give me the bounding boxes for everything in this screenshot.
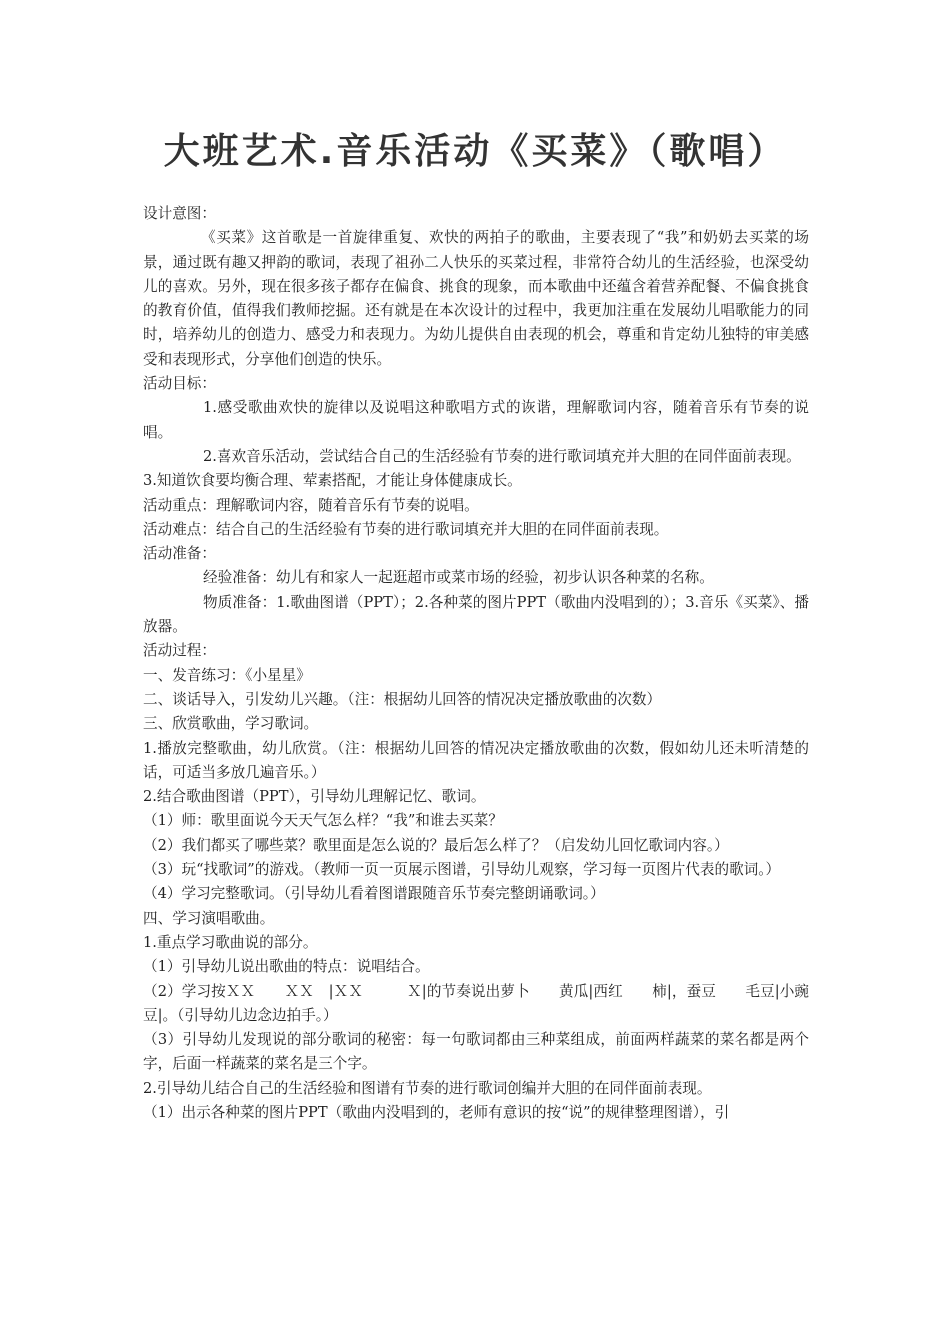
list-item: （2）我们都买了哪些菜？歌里面是怎么说的？最后怎么样了？（启发幼儿回忆歌词内容。） bbox=[143, 836, 729, 854]
document-body bbox=[143, 202, 839, 1125]
section-heading: 活动准备： bbox=[143, 545, 216, 563]
section-heading: 活动目标： bbox=[143, 375, 216, 393]
list-item: 1.播放完整歌曲，幼儿欣赏。（注：根据幼儿回答的情况决定播放歌曲的次数，假如幼儿还未听清楚的话，可适当多放几遍音乐。） bbox=[143, 739, 809, 781]
document-title: 大班艺术.音乐活动《买菜》（歌唱） bbox=[163, 131, 787, 172]
list-item: 3.知道饮食要均衡合理、荤素搭配，才能让身体健康成长。 bbox=[143, 472, 522, 490]
list-item: 2.结合歌曲图谱（PPT），引导幼儿理解记忆、歌词。 bbox=[143, 788, 486, 806]
body-paragraph: 《买菜》这首歌是一首旋律重复、欢快的两拍子的歌曲，主要表现了“我”和奶奶去买菜的场景，通过既有趣又押韵的歌词，表现了祖孙二人快乐的买菜过程，非常符合幼儿的生活经验，也深受幼儿的喜欢。另外，现在很多孩子都存在偏食、挑食的现象，而本歌曲中还蕴含着营养配餐、不偏食挑食的教育价值，值得我们教师挖掘。还有就是在本次设计的过程中，我更加注重在发展幼儿唱歌能力的同时，培养幼儿的创造力、感受力和表现力。为幼儿提供自由表现的机会，尊重和肯定幼儿独特的审美感受和表现形式，分享他们创造的快乐。 bbox=[143, 229, 809, 368]
list-item: 四、学习演唱歌曲。 bbox=[143, 909, 275, 927]
body-paragraph: 物质准备：1.歌曲图谱（PPT）；2.各种菜的图片PPT（歌曲内没唱到的）；3.音乐《买菜》、播放器。 bbox=[143, 593, 809, 636]
list-item: 1.重点学习歌曲说的部分。 bbox=[143, 933, 318, 951]
list-item: （1）出示各种菜的图片PPT（歌曲内没唱到的，老师有意识的按“说”的规律整理图谱），引 bbox=[143, 1103, 730, 1121]
list-item: 二、谈话导入，引发幼儿兴趣。（注：根据幼儿回答的情况决定播放歌曲的次数） bbox=[143, 690, 662, 708]
list-item: （2）学习按ＸＸ ＸＸ |ＸＸ Ｘ|的节奏说出萝卜 黄瓜|西红 柿|，蚕豆 毛豆|小豌 豆|。（引导幼儿边念边拍手。） bbox=[143, 982, 839, 1024]
list-item: 1.感受歌曲欢快的旋律以及说唱这种歌唱方式的诙谐，理解歌词内容，随着音乐有节奏的说唱。 bbox=[143, 399, 809, 441]
section-heading: 活动过程： bbox=[143, 642, 216, 660]
list-item: （1）师：歌里面说今天天气怎么样？“我”和谁去买菜？ bbox=[143, 812, 503, 830]
section-heading: 设计意图： bbox=[143, 205, 216, 222]
list-item: （3）引导幼儿发现说的部分歌词的秘密：每一句歌词都由三种菜组成，前面两样蔬菜的菜名都是两个字，后面一样蔬菜的菜名是三个字。 bbox=[143, 1031, 809, 1073]
body-paragraph: 经验准备：幼儿有和家人一起逛超市或菜市场的经验，初步认识各种菜的名称。 bbox=[203, 569, 714, 587]
list-item: （1）引导幼儿说出歌曲的特点：说唱结合。 bbox=[143, 958, 430, 976]
body-paragraph: 活动重点：理解歌词内容，随着音乐有节奏的说唱。 bbox=[143, 496, 479, 514]
body-paragraph: 活动难点：结合自己的生活经验有节奏的进行歌词填充并大胆的在同伴面前表现。 bbox=[143, 520, 669, 538]
list-item: 2.喜欢音乐活动，尝试结合自己的生活经验有节奏的进行歌词填充并大胆的在同伴面前表现。 bbox=[203, 447, 801, 465]
list-item: （4）学习完整歌词。（引导幼儿看着图谱跟随音乐节奏完整朗诵歌词。） bbox=[143, 885, 605, 903]
list-item: 一、发音练习：《小星星》 bbox=[143, 666, 311, 684]
list-item: 三、欣赏歌曲，学习歌词。 bbox=[143, 715, 319, 733]
list-item: （3）玩“找歌词”的游戏。（教师一页一页展示图谱，引导幼儿观察，学习每一页图片代表的歌词。） bbox=[143, 861, 781, 879]
list-item: 2.引导幼儿结合自己的生活经验和图谱有节奏的进行歌词创编并大胆的在同伴面前表现。 bbox=[143, 1079, 712, 1097]
